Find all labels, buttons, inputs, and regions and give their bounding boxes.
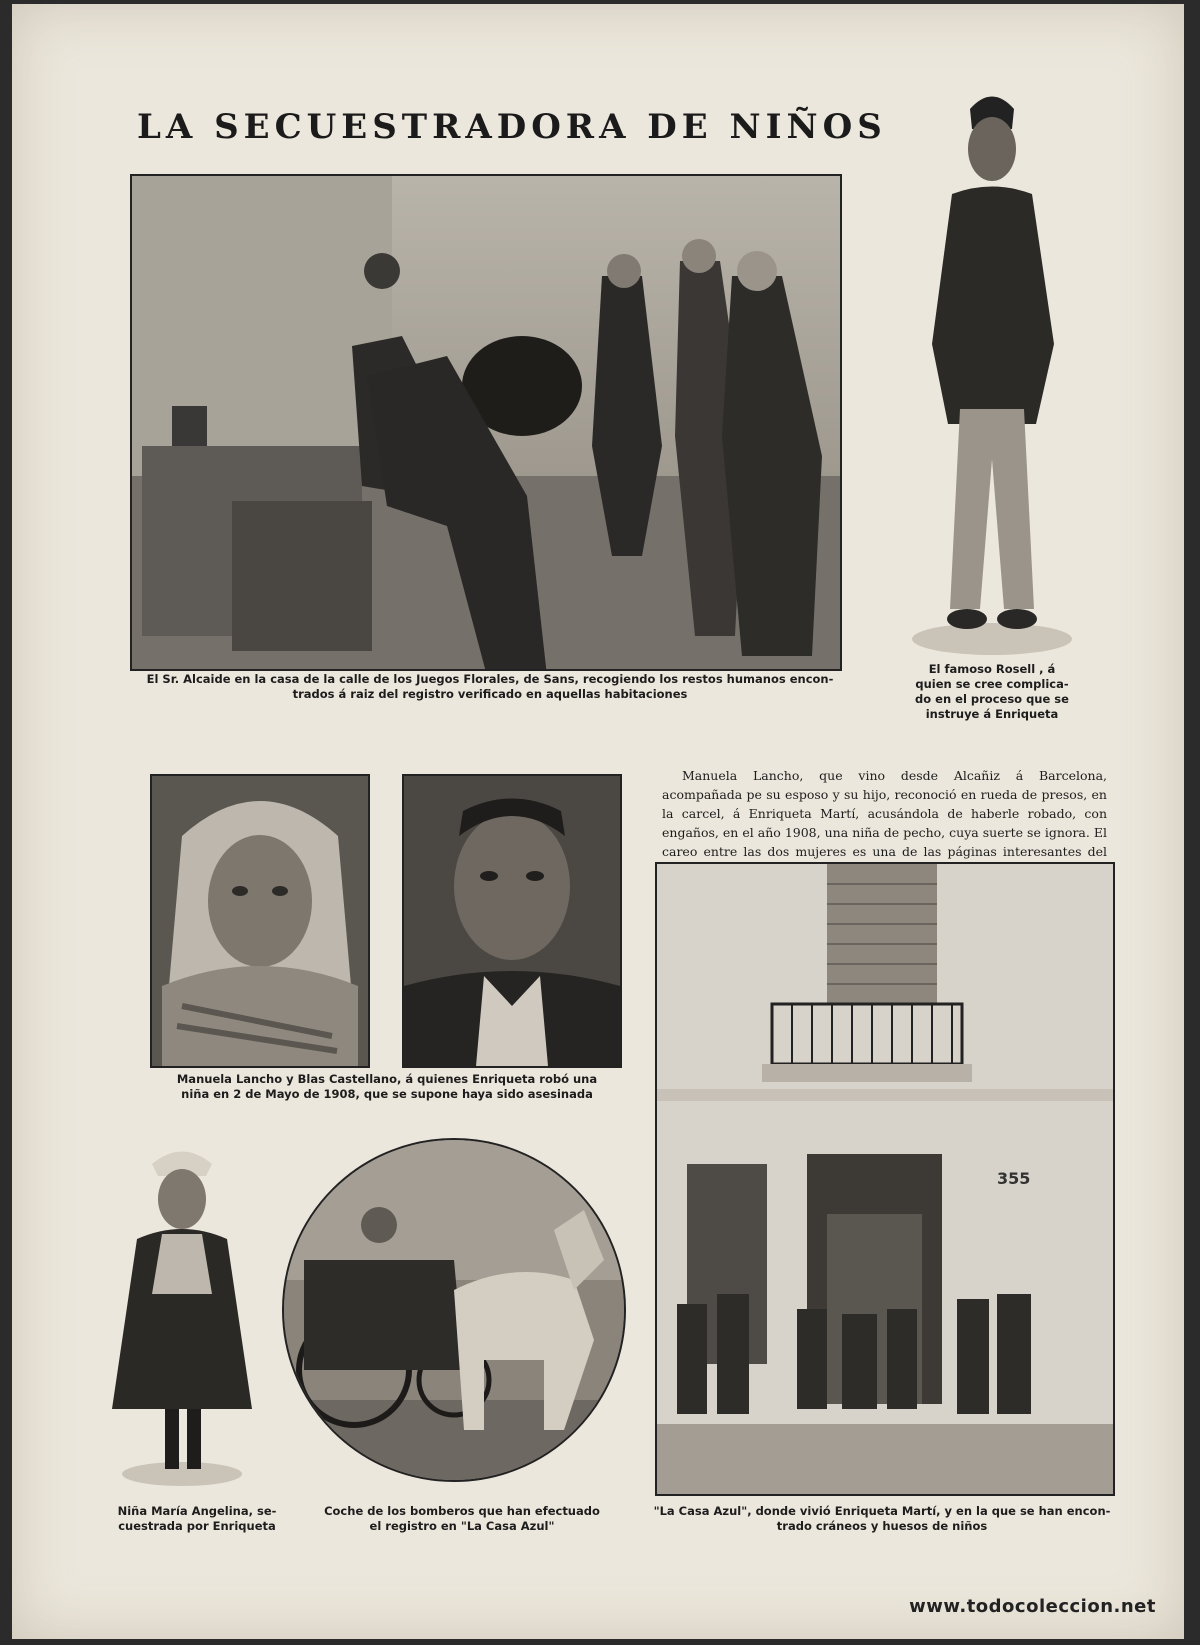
photo-blas-castellano [402, 774, 622, 1068]
photo-manuela-lancho [150, 774, 370, 1068]
caption-maria-angelina-line1: Niña María Angelina, se- [117, 1504, 277, 1518]
photo-coche-bomberos [282, 1138, 626, 1482]
caption-rosell-line3: do en el proceso que se [915, 692, 1069, 706]
caption-maria-angelina-line2: cuestrada por Enriqueta [118, 1519, 276, 1533]
caption-maria-angelina [102, 1504, 292, 1534]
caption-casa-azul [632, 1504, 1132, 1534]
page-title: LA SECUESTRADORA DE NIÑOS [137, 107, 887, 147]
caption-portraits-line2: niña en 2 de Mayo de 1908, que se supone haya sido asesinada [181, 1087, 593, 1101]
photo-casa-azul [655, 862, 1115, 1496]
caption-rosell-line4: instruye á Enriqueta [925, 707, 1059, 721]
caption-coche-line1: Coche de los bomberos que han efectuado [324, 1504, 600, 1518]
photo-rosell [892, 79, 1092, 659]
caption-portraits-line1: Manuela Lancho y Blas Castellano, á quienes Enriqueta robó una [176, 1072, 598, 1086]
magazine-page [12, 4, 1184, 1639]
photo-alcaide-scene [130, 174, 842, 671]
caption-coche [302, 1504, 622, 1534]
watermark-logo: www.todocoleccion.net [909, 1596, 1156, 1617]
caption-alcaide-line1: El Sr. Alcaide en la casa de la calle de los Juegos Florales, de Sans, recogiendo los restos humanos encon- [146, 672, 834, 686]
caption-alcaide-line2: trados á raiz del registro verificado en aquellas habitaciones [292, 687, 688, 701]
caption-coche-line2: el registro en "La Casa Azul" [369, 1519, 555, 1533]
caption-alcaide [130, 672, 850, 702]
caption-rosell [882, 662, 1102, 722]
door-number: 355 [997, 1169, 1031, 1188]
caption-casa-azul-line2: trado cráneos y huesos de niños [776, 1519, 988, 1533]
caption-portraits [142, 1072, 632, 1102]
photo-maria-angelina [107, 1144, 257, 1494]
caption-casa-azul-line1: "La Casa Azul", donde vivió Enriqueta Martí, y en la que se han encon- [653, 1504, 1111, 1518]
caption-rosell-line1: El famoso Rosell , á [928, 662, 1056, 676]
article-paragraph: Manuela Lancho, que vino desde Alcañiz á Barcelona, acompañada pe su esposo y su hijo, reconoció en rueda de presos, en la carcel, á Enriqueta Martí, acusándola de haberle robado, con engaños, en el año 1908, una niña de pecho, cuya suerte se ignora. El careo entre las dos mujeres es una de las páginas interesantes del [662, 768, 1107, 859]
caption-rosell-line2: quien se cree complica- [915, 677, 1069, 691]
